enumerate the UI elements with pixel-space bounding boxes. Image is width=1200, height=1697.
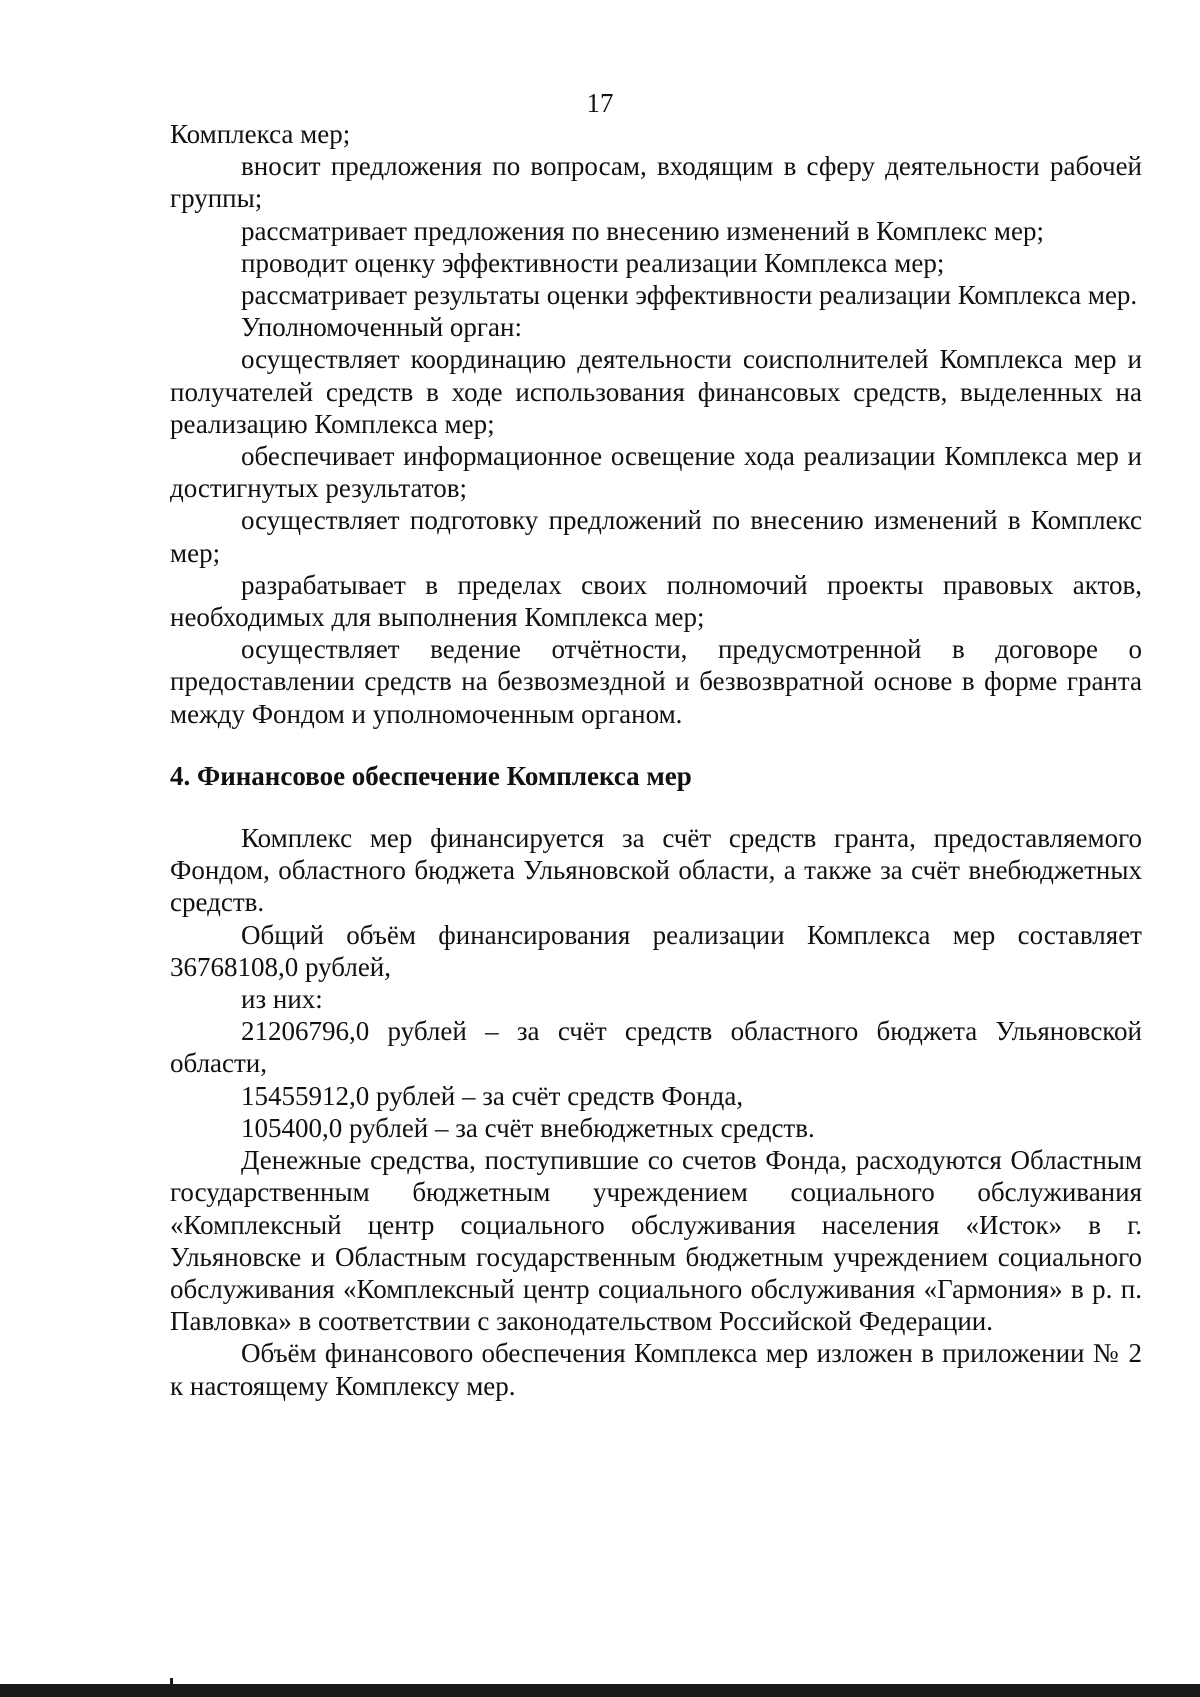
paragraph: 105400,0 рублей – за счёт внебюджетных средств. (241, 1112, 815, 1143)
paragraph: Комплекс мер финансируется за счёт средств гранта, предоставляемого Фондом, областного бюджета Ульяновской области, а также за счёт внебюджетных средств. (170, 823, 1142, 918)
paragraph: осуществляет координацию деятельности соисполнителей Комплекса мер и получателей средств в ходе использования финансовых средств, выделенных на реализацию Комплекса мер; (170, 344, 1142, 439)
paragraph: обеспечивает информационное освещение хода реализации Комплекса мер и достигнутых результатов; (170, 441, 1142, 504)
paragraphs-before-section (170, 118, 1142, 730)
paragraphs-after-section (170, 822, 1142, 1402)
paragraph: рассматривает результаты оценки эффективности реализации Комплекса мер. (241, 280, 1138, 311)
paragraph: Объём финансового обеспечения Комплекса мер изложен в приложении № 2 к настоящему Комплексу мер. (170, 1338, 1142, 1401)
document-body (170, 118, 1142, 1402)
paragraph: рассматривает предложения по внесению изменений в Комплекс мер; (241, 215, 1044, 246)
paragraph: Общий объём финансирования реализации Комплекса мер составляет 36768108,0 рублей, (170, 919, 1142, 982)
paragraph: осуществляет ведение отчётности, предусмотренной в договоре о предоставлении средств на безвозмездной и безвозвратной основе в форме гранта между Фондом и уполномоченным органом. (170, 634, 1142, 729)
paragraph: Уполномоченный орган: (241, 312, 522, 343)
paragraph: вносит предложения по вопросам, входящим в сферу деятельности рабочей группы; (170, 151, 1142, 214)
section-heading: 4. Финансовое обеспечение Комплекса мер (170, 760, 692, 791)
paragraph: из них: (241, 984, 323, 1015)
page-number: 17 (586, 88, 614, 118)
paragraph: осуществляет подготовку предложений по внесению изменений в Комплекс мер; (170, 505, 1142, 568)
paragraph: 15455912,0 рублей – за счёт средств Фонда, (241, 1080, 744, 1111)
paragraph: Комплекса мер; (170, 119, 351, 149)
scan-edge-tick (170, 1678, 173, 1686)
paragraph: 21206796,0 рублей – за счёт средств областного бюджета Ульяновской области, (170, 1016, 1142, 1079)
paragraph: разрабатывает в пределах своих полномочий проекты правовых актов, необходимых для выполнения Комплекса мер; (170, 569, 1142, 633)
scan-edge-bar (0, 1684, 1200, 1697)
paragraph: Денежные средства, поступившие со счетов Фонда, расходуются Областным государственным бюджетным учреждением социального обслуживания «Комплексный центр социального обслуживания населения «Исток» в г. Ульяновске и Областным государственным бюджетным учреждением социального обслуживания «Комплексный центр социального обслуживания «Гармония» в р. п. Павловка» в соответствии с законодательством Российской Федерации. (170, 1145, 1142, 1337)
paragraph: проводит оценку эффективности реализации Комплекса мер; (241, 247, 945, 278)
